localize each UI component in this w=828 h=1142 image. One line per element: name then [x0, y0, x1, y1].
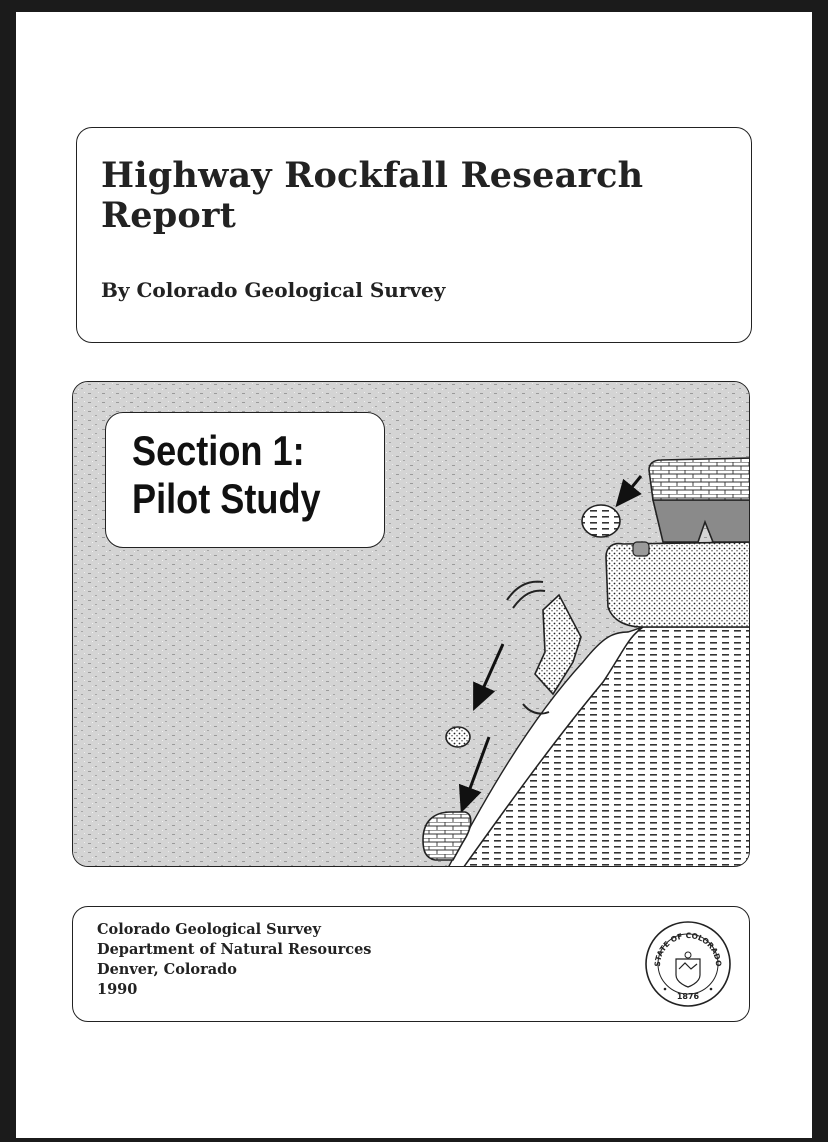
publisher-panel — [72, 906, 750, 1022]
report-cover — [16, 12, 812, 1138]
publisher-name: Colorado Geological Survey — [97, 921, 321, 938]
section-number: Section 1: — [132, 427, 305, 474]
state-seal-icon — [643, 919, 733, 1009]
publication-year: 1990 — [97, 981, 138, 998]
report-title: Highway Rockfall Research Report — [101, 155, 644, 236]
title-panel — [76, 127, 752, 343]
limestone-cap — [649, 458, 750, 500]
rockfall-illustration — [72, 381, 750, 867]
section-label — [105, 412, 385, 548]
loosening-block — [582, 505, 620, 537]
publisher-location: Denver, Colorado — [97, 961, 237, 978]
section-title: Pilot Study — [132, 475, 321, 522]
report-byline: By Colorado Geological Survey — [101, 278, 446, 302]
notch-stone — [633, 542, 649, 556]
falling-pebble — [446, 727, 470, 747]
department-name: Department of Natural Resources — [97, 941, 372, 958]
sandstone-layer — [606, 542, 750, 627]
seal-text: STATE OF COLORADO — [652, 930, 724, 967]
seal-year: 1876 — [676, 992, 700, 1001]
